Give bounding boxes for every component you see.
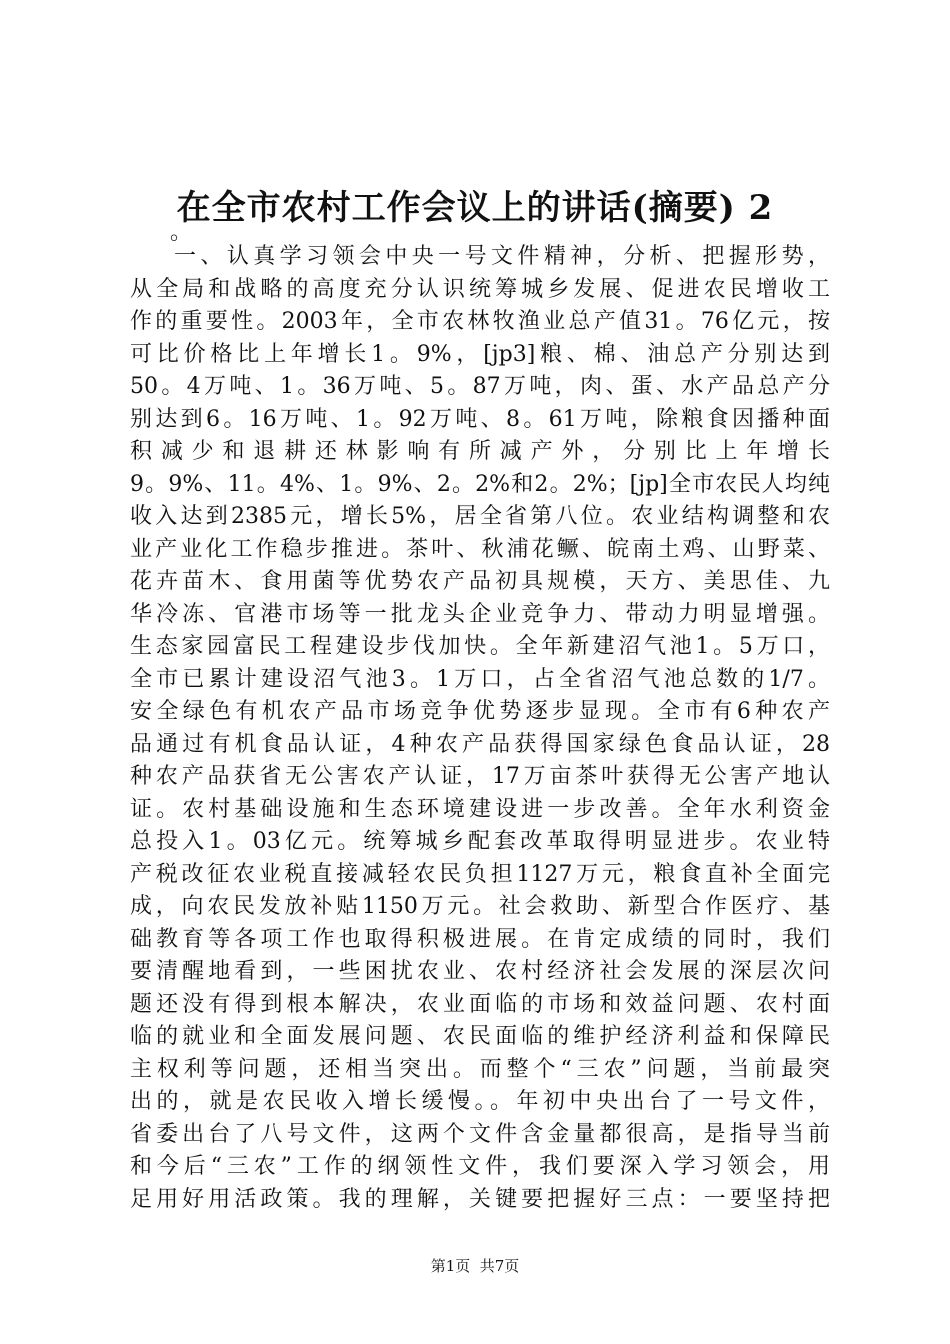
text-line: 生态家园富民工程建设步伐加快。全年新建沼气池1。5万口，: [130, 634, 830, 659]
text-line: 足用好用活政策。我的理解，关键要把握好三点：一要坚持把: [130, 1186, 830, 1212]
text-line: 出的，就是农民收入增长缓慢。。年初中央出台了一号文件，: [130, 1089, 830, 1114]
text-line: 华冷冻、官港市场等一批龙头企业竞争力、带动力明显增强。: [130, 601, 830, 627]
text-line: 题还没有得到根本解决，农业面临的市场和效益问题、农村面: [130, 991, 830, 1017]
text-line: 全市已累计建设沼气池3。1万口，占全省沼气池总数的1/7。: [130, 666, 830, 692]
text-line: 积减少和退耕还林影响有所减产外，分别比上年增长: [130, 439, 830, 464]
text-line: 品通过有机食品认证，4种农产品获得国家绿色食品认证，28: [130, 731, 830, 757]
text-line: 总投入1。03亿元。统筹城乡配套改革取得明显进步。农业特: [130, 829, 830, 854]
page-number-footer: 第1页 共7页: [430, 1257, 520, 1275]
text-line: 可比价格比上年增长1。9%，[jp3]粮、棉、油总产分别达到: [130, 341, 830, 367]
text-line: 主权利等问题，还相当突出。而整个“三农”问题，当前最突: [130, 1056, 830, 1082]
text-line: 省委出台了八号文件，这两个文件含金量都很高，是指导当前: [130, 1121, 830, 1147]
text-line: 从全局和战略的高度充分认识统筹城乡发展、促进农民增收工: [130, 276, 830, 302]
text-line: 作的重要性。2003年，全市农林牧渔业总产值31。76亿元，按: [130, 309, 830, 334]
text-line: 和今后“三农”工作的纲领性文件，我们要深入学习领会，用: [130, 1154, 830, 1179]
text-line: 要清醒地看到，一些困扰农业、农村经济社会发展的深层次问: [130, 959, 830, 984]
text-line: 成，向农民发放补贴1150万元。社会救助、新型合作医疗、基: [130, 894, 830, 919]
body-paragraph: [130, 241, 830, 1216]
text-line: 50。4万吨、1。36万吨、5。87万吨，肉、蛋、水产品总产分: [130, 374, 830, 399]
text-line: 业产业化工作稳步推进。茶叶、秋浦花鳜、皖南土鸡、山野菜、: [130, 536, 830, 562]
text-line: 产税改征农业税直接减轻农民负担1127万元，粮食直补全面完: [130, 861, 830, 887]
text-line: 花卉苗木、食用菌等优势农产品初具规模，天方、美思佳、九: [130, 569, 830, 594]
text-line: 临的就业和全面发展问题、农民面临的维护经济利益和保障民: [130, 1024, 830, 1049]
text-line: 别达到6。16万吨、1。92万吨、8。61万吨，除粮食因播种面: [130, 406, 830, 432]
text-line: 9。9%、11。4%、1。9%、2。2%和2。2%；[jp]全市农民人均纯: [130, 471, 830, 497]
text-line: 收入达到2385元，增长5%，居全省第八位。农业结构调整和农: [130, 504, 830, 529]
text-line: 础教育等各项工作也取得积极进展。在肯定成绩的同时，我们: [130, 926, 830, 952]
stray-punctuation: 。: [170, 220, 193, 245]
text-line: 一、认真学习领会中央一号文件精神，分析、把握形势，: [174, 244, 830, 269]
document-title: 在全市农村工作会议上的讲话(摘要) 2: [176, 188, 774, 228]
text-line: 证。农村基础设施和生态环境建设进一步改善。全年水利资金: [130, 796, 830, 822]
text-line: 安全绿色有机农产品市场竞争优势逐步显现。全市有6种农产: [130, 699, 830, 724]
text-line: 种农产品获省无公害农产认证，17万亩茶叶获得无公害产地认: [130, 764, 830, 789]
